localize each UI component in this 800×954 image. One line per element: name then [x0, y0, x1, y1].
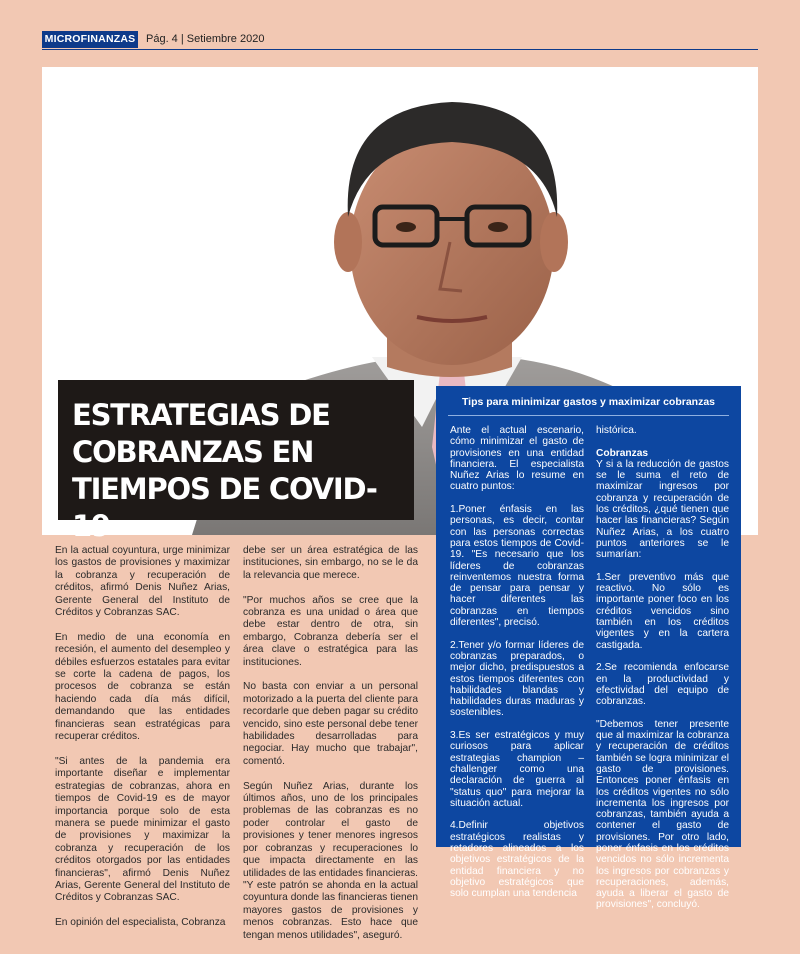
- tips-paragraph: 4.Definir objetivos estratégicos realistas y retadores alineados a los objetivos estratégicos de la entidad financiera y no objetivo estratégicos que solo cumplan una tendencia: [450, 820, 584, 900]
- tips-paragraph: histórica.: [596, 425, 637, 436]
- paragraph: En medio de una economía en recesión, el aumento del desempleo y débiles esfuerzos estatales para evitar se corte la cadena de pagos, los procesos de cobranza se están haciendo cada día más difícil, demandando que las entidades financieras sean estratégicas para recuperar créditos.: [55, 631, 230, 743]
- headline: ESTRATEGIAS DE COBRANZAS EN TIEMPOS DE COVID-19: [72, 398, 377, 543]
- paragraph: En opinión del especialista, Cobranza: [55, 917, 226, 929]
- paragraph: "Si antes de la pandemia era importante diseñar e implementar estrategias de cobranzas, ahora en tiempos de Covid-19 es de mayor importancia porque solo de esta manera se puede minimizar el gasto de provisiones y maximizar la cobranza y recuperación de los créditos otorgados por las entidades financieras", afirmó Denis Nuñez Arias, Gerente General del Instituto de Créditos y Cobranzas SAC.: [55, 755, 230, 904]
- tips-paragraph: 1.Poner énfasis en las personas, es decir, contar con las personas correctas para estos tiempos de Covid-19. "Es necesario que los líderes de cobranzas reinventemos nuestra forma de pensar para pensar y hacer diferentes las cobranzas en tiempos diferentes", precisó.: [450, 504, 584, 629]
- paragraph: "Por muchos años se cree que la cobranza es una unidad o área que debe estar dentro de otra, sin embargo, Cobranza debería ser el área clave o estratégica para las instituciones.: [243, 594, 418, 668]
- paragraph: Según Nuñez Arias, durante los últimos años, uno de los principales problemas de las cobranzas es no poder controlar el gasto de provisiones y tener menores ingresos por cobranzas y recuperaciones lo que impacta directamente en las utilidades de las entidades financieras. "Y este patrón se ahonda en la actual coyuntura donde las financieras tienen mayores gastos de provisiones y menos cobranzas. Esto hace que tengan menos utilidades", aseguró.: [243, 780, 418, 941]
- tips-paragraph: 3.Es ser estratégicos y muy curiosos para aplicar estrategias champion – challenger como una declaración de guerra al "status quo" para mejorar la situación actual.: [450, 730, 584, 809]
- paragraph: No basta con enviar a un personal motorizado a la puerta del cliente para recordarle que deben pagar su crédito vencido, sino este personal debe tener habilidades desarrolladas para negociar. Hay mucho que trabajar", comentó.: [243, 681, 419, 767]
- article-column-1: [55, 545, 230, 942]
- tips-divider: [448, 415, 729, 416]
- header-rule: [42, 49, 758, 50]
- paragraph: En la actual coyuntura, urge minimizar los gastos de provisiones y maximizar la cobranza y recuperación de créditos, afirmó Denis Nuñez Arias, Gerente General del Instituto de Créditos y Cobranzas SAC.: [55, 545, 230, 619]
- article-column-2: [243, 545, 418, 954]
- headline-box: [58, 380, 414, 543]
- page-info: Pág. 4 | Setiembre 2020: [146, 33, 265, 45]
- tips-paragraph: 2.Se recomienda enfocarse en la productividad y efectividad del equipo de cobranzas.: [596, 662, 729, 708]
- tips-paragraph: Y si a la reducción de gastos se le suma el reto de maximizar ingresos por cobranza y recuperación de los créditos, ¿qué tienen que hacer las financieras? Según Nuñez Arias, a los cuatro puntos anteriores se le sumarían:: [596, 458, 729, 561]
- tips-heading: Tips para minimizar gastos y maximizar cobranzas: [461, 396, 716, 408]
- tips-paragraph: Ante el actual escenario, cómo minimizar el gasto de provisiones en una entidad financiera. El especialista Nuñez Arias lo resume en cuatro puntos:: [450, 425, 584, 493]
- tips-sidebar: [436, 386, 741, 911]
- paragraph: debe ser un área estratégica de las instituciones, sin embargo, no se le da la relevancia que merece.: [243, 545, 418, 581]
- tips-paragraph: 2.Tener y/o formar líderes de cobranzas preparados, o mejor dicho, predispuestos a estos tiempos diferentes con habilidades blandas y habilidades duras maduras y sostenibles.: [450, 639, 584, 719]
- page-header: [42, 28, 758, 50]
- tips-column-1: [450, 425, 584, 911]
- brand-label: MICROFINANZAS: [42, 31, 138, 48]
- tips-column-2: [596, 425, 729, 922]
- tips-subheading: Cobranzas: [596, 447, 649, 459]
- tips-paragraph: 1.Ser preventivo más que reactivo. No sólo es importante poner foco en los créditos vencidos sino también en los créditos vigentes y en la cartera castigada.: [596, 571, 729, 651]
- tips-paragraph: "Debemos tener presente que al maximizar la cobranza y recuperación de créditos también se logra minimizar el gasto de provisiones. Entonces poner énfasis en los créditos vigentes no sólo incrementa los ingresos por cobranzas, también ayuda a contener el gasto de provisiones. Por otro lado, poner énfasis en los créditos vencidos no sólo incrementa los ingresos por cobranzas y recuperaciones, además, ayuda a liberar el gasto de provisiones", concluyó.: [596, 718, 729, 911]
